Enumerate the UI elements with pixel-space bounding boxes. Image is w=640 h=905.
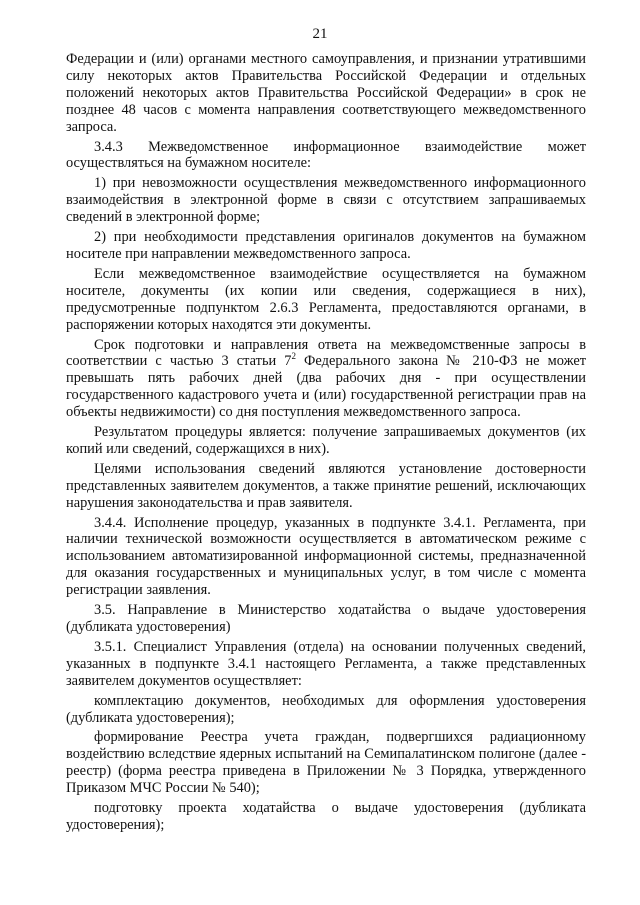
superscript-2: 2 [291, 351, 296, 362]
paragraph-result: Результатом процедуры является: получение запрашиваемых документов (их копий или сведений, содержащихся в них). [66, 424, 586, 457]
paragraph-draft-petition: подготовку проекта ходатайства о выдаче удостоверения (дубликата удостоверения); [66, 800, 586, 833]
paragraph-registry: формирование Реестра учета граждан, подвергшихся радиационному воздействию вследствие ядерных испытаний на Семипалатинском полигоне (далее - реестр) (форма реестра приведена в Приложении № 3 Порядка, утвержденного Приказом МЧС России № 540); [66, 729, 586, 797]
paragraph-3-4-3: 3.4.3 Межведомственное информационное взаимодействие может осуществляться на бумажном носителе: [66, 138, 586, 172]
paragraph-response-term-part-b: Федерального закона № 210-ФЗ не может превышать пять рабочих дней (два рабочих дня - при осуществлении государственного кадастрового учета и (или) государственной регистрации прав на объекты недвижимости) со дня поступления межведомственного запроса. [66, 353, 586, 421]
paragraph-item-2: 2) при необходимости представления оригиналов документов на бумажном носителе при направлении межведомственного запроса. [66, 229, 586, 262]
page-number: 21 [312, 26, 328, 42]
paragraph-continuation: Федерации и (или) органами местного самоуправления, и признании утратившими силу некоторых актов Правительства Российской Федерации и отдельных положений некоторых актов Правительства Российской Федерации» в срок не позднее 48 часов с момента направления соответствующего межведомственного запроса. [66, 51, 586, 135]
paragraph-3-5-1: 3.5.1. Специалист Управления (отдела) на основании полученных сведений, указанных в подпункте 3.4.1 настоящего Регламента, а также представленных заявителем документов осуществляет: [66, 638, 586, 689]
paragraph-goals: Целями использования сведений являются установление достоверности представленных заявителем документов, а также принятие решений, исключающих нарушения законодательства и прав заявителя. [66, 460, 586, 511]
paragraph-3-4-4: 3.4.4. Исполнение процедур, указанных в подпункте 3.4.1. Регламента, при наличии технической возможности осуществляется в автоматическом режиме с использованием автоматизированной информационной системы, предназначенной для оказания государственных и муниципальных услуг, в том числе с момента регистрации заявления. [66, 514, 586, 599]
document-body [66, 51, 586, 837]
paragraph-response-term-part-a: Срок подготовки и направления ответа на межведомственные запросы в соответствии с частью 3 статьи 7 [66, 336, 586, 370]
paragraph-item-1: 1) при невозможности осуществления межведомственного информационного взаимодействия в электронной форме в связи с отсутствием запрашиваемых сведений в электронной форме; [66, 175, 586, 226]
paragraph-complect: комплектацию документов, необходимых для оформления удостоверения (дубликата удостоверения); [66, 692, 586, 726]
paragraph-3-5: 3.5. Направление в Министерство ходатайства о выдаче удостоверения (дубликата удостоверения) [66, 602, 586, 635]
paragraph-response-term [66, 337, 586, 422]
paragraph-paper-interaction: Если межведомственное взаимодействие осуществляется на бумажном носителе, документы (их копии или сведения, содержащиеся в них), предусмотренные подпунктом 2.6.3 Регламента, предоставляются органами, в распоряжении которых находятся эти документы. [66, 265, 586, 333]
